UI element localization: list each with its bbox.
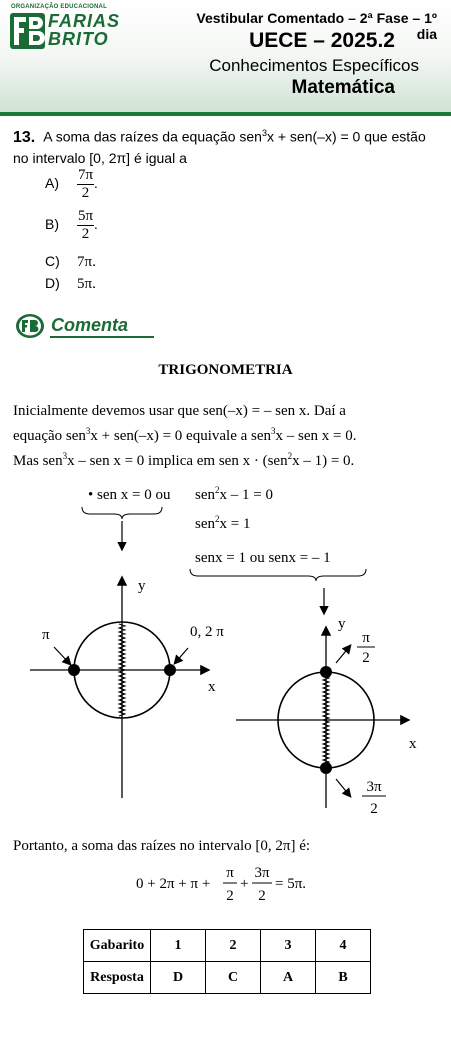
answer-question-4: 4 (316, 930, 371, 962)
solution-line-2-a: equação sen (13, 428, 86, 444)
question-number: 13. (13, 128, 36, 146)
circle2-top-den: 2 (362, 650, 370, 666)
brace-left (82, 507, 162, 519)
option-a-letter: A) (45, 175, 59, 192)
comenta-underline (50, 336, 154, 338)
answer-response-4: B (316, 962, 371, 994)
table-row (84, 962, 371, 994)
brace-right (190, 569, 366, 581)
sum-result: = 5π. (275, 876, 307, 892)
solution-line-2-c: x – sen x = 0. (275, 428, 357, 444)
solution-line-2-b: x + sen(–x) = 0 equivale a sen (90, 428, 272, 444)
question-statement (13, 123, 443, 168)
circle1-arrow-pi (54, 647, 70, 664)
option-d (45, 273, 96, 294)
solution-line-3-b: x – sen x = 0 implica em sen x · (sen (67, 453, 288, 469)
answer-question-3: 3 (261, 930, 316, 962)
answer-key-table (83, 929, 371, 994)
sum-plus: + (240, 876, 249, 892)
solution-topic: TRIGONOMETRIA (158, 362, 293, 378)
unit-circle-diagram (0, 478, 451, 823)
answer-header-label: Gabarito (84, 930, 151, 962)
logo-org-text: ORGANIZAÇÃO EDUCACIONAL (11, 4, 107, 10)
logo-brand-brito: BRITO (48, 29, 109, 49)
step-sin-squared-exp: 2 (215, 514, 220, 524)
solution-exp: 3 (271, 426, 276, 436)
solution-exp: 3 (85, 426, 91, 436)
sum-fraction1-num: π (226, 865, 234, 881)
solution-line-1: Inicialmente devemos usar que sen(–x) = – sen x. Daí a (13, 403, 346, 419)
case-sin-squared-b: x – 1 = 0 (219, 487, 273, 503)
solution-exp: 3 (62, 451, 68, 461)
circle2-bottom-num: 3π (366, 779, 382, 795)
case-sin-zero: • sen x = 0 ou (88, 487, 171, 503)
solution-conclusion: Portanto, a soma das raízes no intervalo [0, 2π] é: (13, 838, 311, 854)
case-sin-squared-a: sen (195, 487, 215, 503)
sum-fraction1-den: 2 (226, 888, 234, 904)
unit-circle-2 (236, 616, 417, 817)
circle2-bottom-den: 2 (370, 801, 378, 817)
circle2-y-label: y (338, 616, 346, 632)
sum-fraction2-den: 2 (258, 888, 266, 904)
solution-exp: 2 (287, 451, 293, 461)
circle1-x-label: x (208, 679, 216, 695)
option-b-num: 5π (78, 208, 94, 224)
comenta-logo-icon (15, 313, 45, 339)
option-c-value: 7π. (77, 254, 96, 270)
answer-response-3: A (261, 962, 316, 994)
circle1-point-pi (68, 664, 80, 676)
question-exponent: 3 (261, 128, 267, 138)
header-subtitle: Vestibular Comentado – 2ª Fase – 1º dia (196, 10, 437, 42)
option-b (45, 208, 98, 243)
option-b-letter: B) (45, 216, 59, 233)
solution-explanation (13, 401, 438, 471)
comenta-title: Comenta (51, 315, 129, 335)
case-sin-squared (195, 485, 273, 503)
option-a-suffix: . (94, 177, 98, 193)
option-d-value: 5π. (77, 276, 96, 292)
circle2-arrow-top (336, 646, 350, 663)
option-c-letter: C) (45, 253, 60, 269)
circle2-arrow-bottom (336, 779, 350, 796)
answer-response-1: D (151, 962, 206, 994)
header-area: Conhecimentos Específicos (209, 56, 419, 75)
circle2-x-label: x (409, 736, 417, 752)
circle2-top-num: π (362, 630, 370, 646)
option-c (45, 251, 96, 272)
header-exam-title: UECE – 2025.2 (249, 29, 395, 52)
unit-circle-1 (30, 578, 224, 798)
circle1-y-label: y (138, 578, 146, 594)
answer-response-2: C (206, 962, 261, 994)
table-row (84, 930, 371, 962)
step-sin-plus-minus-one: senx = 1 ou senx = – 1 (195, 550, 331, 566)
option-b-den: 2 (81, 226, 90, 242)
question-block (13, 123, 443, 292)
circle2-point-3pi-half (320, 762, 332, 774)
answer-row-label: Resposta (84, 962, 151, 994)
option-d-letter: D) (45, 275, 60, 291)
circle1-label-pi: π (42, 627, 50, 643)
circle1-arrow-zero (175, 648, 188, 663)
header-divider (0, 112, 451, 116)
option-a (45, 167, 98, 202)
farias-brito-logo-icon (10, 13, 45, 49)
circle2-point-pi-half (320, 666, 332, 678)
question-text-end: x + sen(–x) = 0 que estão no intervalo [0, 2π] é igual a (13, 128, 426, 166)
page-header (0, 0, 451, 118)
step-sin-squared-one (195, 514, 250, 532)
solution-line-3-c: x – 1) = 0. (292, 453, 355, 469)
header-subject: Matemática (291, 77, 395, 98)
sum-equation (0, 862, 451, 904)
sum-lead: 0 + 2π + π + (136, 876, 211, 892)
answer-question-2: 2 (206, 930, 261, 962)
circle1-point-zero (164, 664, 176, 676)
solution-line-3-a: Mas sen (13, 453, 63, 469)
sum-fraction2-num: 3π (254, 865, 270, 881)
step-sin-squared-a: sen (195, 516, 215, 532)
case-sin-squared-exp: 2 (215, 485, 220, 495)
solution-line-3 (13, 446, 438, 471)
option-b-suffix: . (94, 218, 98, 234)
circle1-label-zero-2pi: 0, 2 π (190, 624, 224, 640)
logo-brand-farias: FARIAS (48, 11, 121, 31)
answer-question-1: 1 (151, 930, 206, 962)
option-a-den: 2 (81, 185, 90, 201)
step-sin-squared-b: x = 1 (219, 516, 251, 532)
solution-line-2 (13, 421, 438, 446)
option-a-num: 7π (78, 167, 94, 183)
question-text-start: A soma das raízes da equação sen (43, 128, 262, 145)
